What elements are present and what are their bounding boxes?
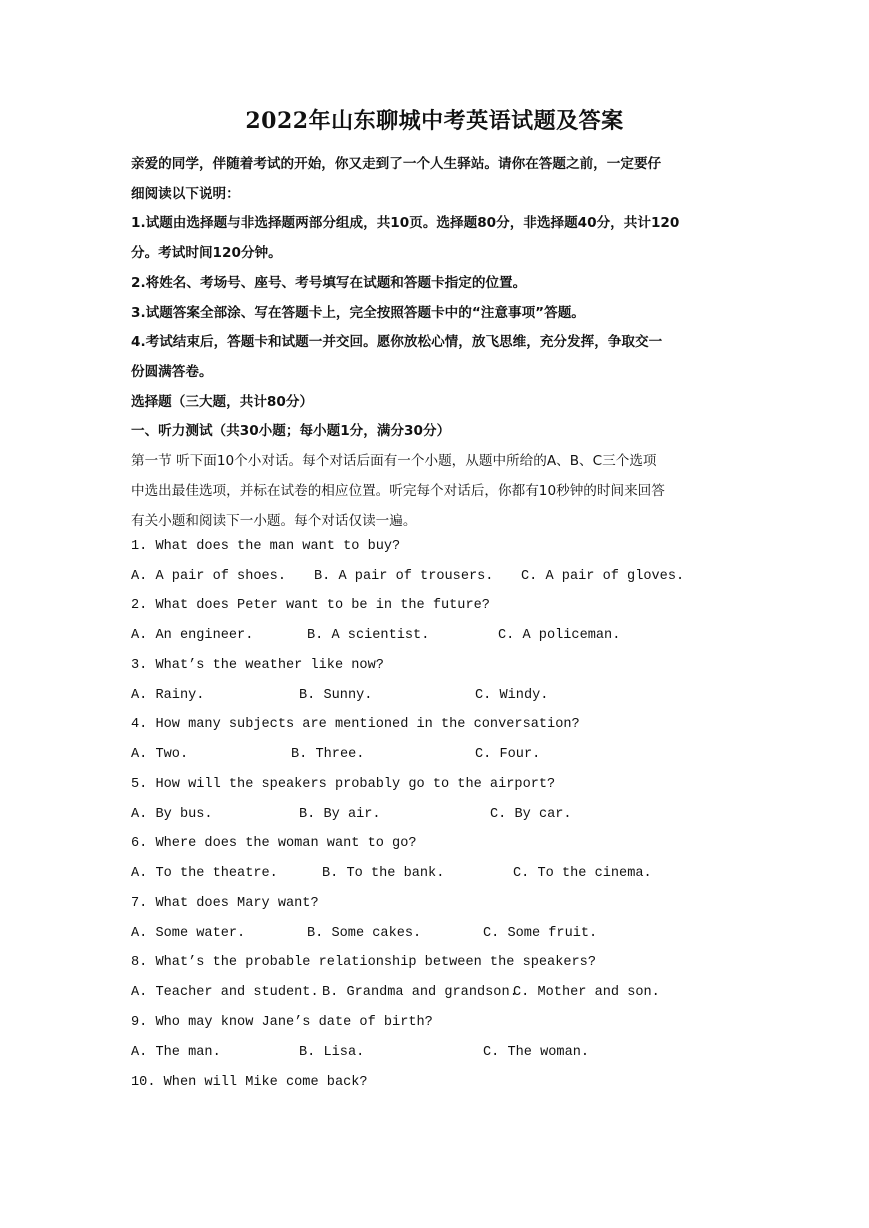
question-1: 1. What does the man want to buy?	[131, 539, 401, 554]
question-6: 6. Where does the woman want to go?	[131, 836, 417, 851]
question-6-option-a: A. To the theatre.	[131, 866, 278, 881]
question-4-option-b: B. Three.	[291, 747, 365, 762]
question-6-option-c: C. To the cinema.	[513, 866, 652, 881]
question-9-option-b: B. Lisa.	[299, 1045, 365, 1060]
question-7-option-b: B. Some cakes.	[307, 926, 422, 941]
page-title: 2022年山东聊城中考英语试题及答案	[245, 108, 624, 134]
question-2: 2. What does Peter want to be in the future?	[131, 598, 490, 613]
question-3-option-b: B. Sunny.	[299, 688, 373, 703]
rule-4-line-2: 份圆满答卷。	[131, 364, 213, 380]
part1-instruction-line-3: 有关小题和阅读下一小题。每个对话仅读一遍。	[131, 513, 417, 529]
intro-line-2: 细阅读以下说明：	[131, 186, 240, 202]
question-6-option-b: B. To the bank.	[322, 866, 445, 881]
question-8-option-b: B. Grandma and grandson.	[322, 985, 518, 1000]
question-8-option-a: A. Teacher and student.	[131, 985, 319, 1000]
question-2-option-c: C. A policeman.	[498, 628, 621, 643]
question-3-option-a: A. Rainy.	[131, 688, 205, 703]
question-2-option-a: A. An engineer.	[131, 628, 254, 643]
question-2-option-b: B. A scientist.	[307, 628, 430, 643]
rule-1-line-2: 分。考试时间120分钟。	[131, 245, 282, 261]
question-9-option-a: A. The man.	[131, 1045, 221, 1060]
rule-1-line-1: 1.试题由选择题与非选择题两部分组成，共10页。选择题80分，非选择题40分，共计120	[131, 215, 680, 231]
question-7-option-c: C. Some fruit.	[483, 926, 598, 941]
question-1-option-c: C. A pair of gloves.	[521, 569, 685, 584]
question-1-option-a: A. A pair of shoes.	[131, 569, 286, 584]
rule-4-line-1: 4.考试结束后，答题卡和试题一并交回。愿你放松心情，放飞思维，充分发挥，争取交一	[131, 334, 663, 350]
question-9: 9. Who may know Jane’s date of birth?	[131, 1015, 433, 1030]
intro-line-1: 亲爱的同学，伴随着考试的开始，你又走到了一个人生驿站。请你在答题之前，一定要仔	[131, 156, 662, 172]
question-7-option-a: A. Some water.	[131, 926, 246, 941]
question-8-option-c: C. Mother and son.	[513, 985, 660, 1000]
question-5: 5. How will the speakers probably go to the airport?	[131, 777, 556, 792]
question-4-option-a: A. Two.	[131, 747, 189, 762]
question-4: 4. How many subjects are mentioned in the conversation?	[131, 717, 580, 732]
question-7: 7. What does Mary want?	[131, 896, 319, 911]
question-8: 8. What’s the probable relationship between the speakers?	[131, 955, 596, 970]
question-9-option-c: C. The woman.	[483, 1045, 590, 1060]
choice-section-header: 选择题（三大题，共计80分）	[131, 394, 314, 410]
question-3-option-c: C. Windy.	[475, 688, 549, 703]
part1-instruction-line-1: 第一节 听下面10个小对话。每个对话后面有一个小题，从题中所给的A、B、C三个选项	[131, 453, 657, 469]
question-5-option-a: A. By bus.	[131, 807, 213, 822]
question-5-option-b: B. By air.	[299, 807, 381, 822]
question-4-option-c: C. Four.	[475, 747, 541, 762]
question-1-option-b: B. A pair of trousers.	[314, 569, 494, 584]
listening-section-header: 一、听力测试（共30小题；每小题1分，满分30分）	[131, 423, 451, 439]
question-3: 3. What’s the weather like now?	[131, 658, 384, 673]
rule-3: 3.试题答案全部涂、写在答题卡上，完全按照答题卡中的“注意事项”答题。	[131, 305, 585, 321]
question-10: 10. When will Mike come back?	[131, 1075, 368, 1090]
question-5-option-c: C. By car.	[490, 807, 572, 822]
rule-2: 2.将姓名、考场号、座号、考号填写在试题和答题卡指定的位置。	[131, 275, 527, 291]
part1-instruction-line-2: 中选出最佳选项，并标在试卷的相应位置。听完每个对话后，你都有10秒钟的时间来回答	[131, 483, 665, 499]
